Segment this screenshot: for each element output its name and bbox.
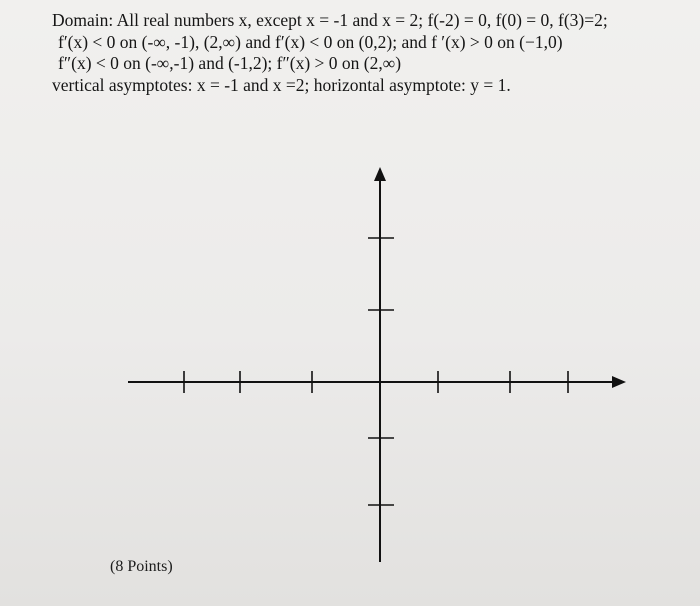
y-axis-arrow: [374, 167, 386, 181]
x-axis-arrow: [612, 376, 626, 388]
domain-line: Domain: All real numbers x, except x = -1 and x = 2; f(-2) = 0, f(0) = 0, f(3)=2;: [52, 10, 608, 30]
asymptotes-line: vertical asymptotes: x = -1 and x =2; horizontal asymptote: y = 1.: [52, 74, 511, 95]
first-derivative-line: f′(x) < 0 on (-∞, -1), (2,∞) and f′(x) < 0 on (0,2); and f ′(x) > 0 on (−1,0): [58, 31, 563, 52]
second-derivative-line: f″(x) < 0 on (-∞,-1) and (-1,2); f″(x) > 0 on (2,∞): [58, 53, 402, 73]
points-label: (8 Points): [110, 558, 173, 575]
